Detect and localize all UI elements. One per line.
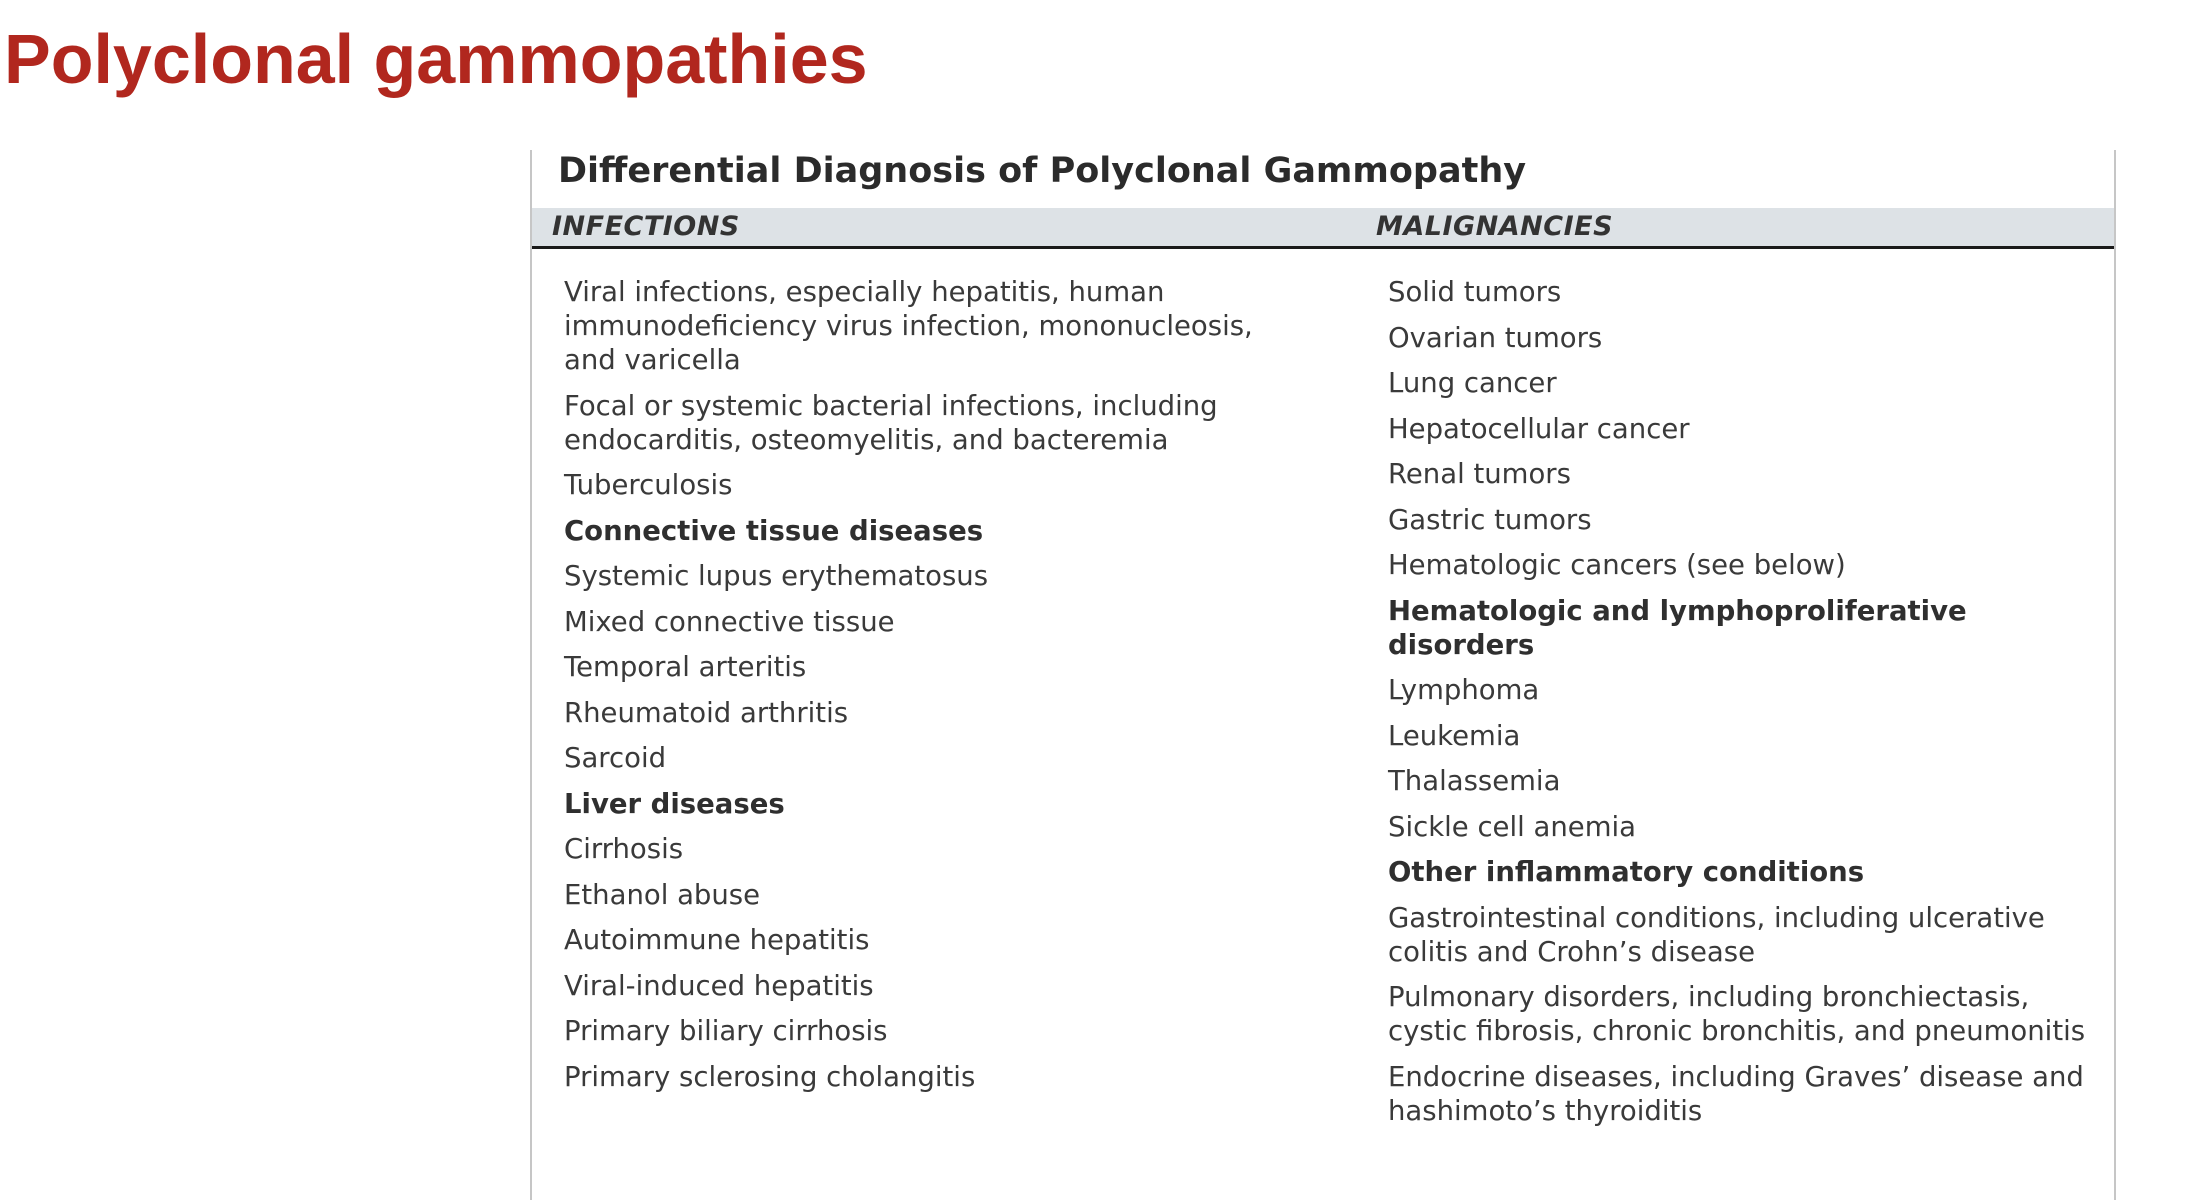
list-item: Primary sclerosing cholangitis: [564, 1060, 976, 1093]
list-item: Autoimmune hepatitis: [564, 924, 870, 956]
infections-column: [564, 275, 1264, 1105]
list-item: Mixed connective tissue: [564, 605, 895, 638]
malignancies-column: [1388, 275, 2088, 1139]
list-item: Gastrointestinal conditions, including ulcerative colitis and Crohn’s disease: [1388, 901, 2045, 968]
list-item: Solid tumors: [1388, 276, 1562, 308]
column-header-band: [532, 208, 2114, 249]
list-item: Ethanol abuse: [564, 878, 761, 911]
list-item: Lung cancer: [1388, 367, 1557, 399]
list-item: Hepatocellular cancer: [1388, 412, 1690, 445]
list-item: Pulmonary disorders, including bronchiectasis, cystic fibrosis, chronic bronchitis, and pneumonitis: [1388, 981, 2086, 1047]
list-item: Viral infections, especially hepatitis, human immunodeficiency virus infection, mononucleosis, and varicella: [564, 276, 1253, 376]
list-item: Leukemia: [1388, 719, 1521, 752]
list-item: Gastric tumors: [1388, 503, 1592, 536]
list-item: Cirrhosis: [564, 833, 684, 865]
list-item: Sickle cell anemia: [1388, 810, 1636, 843]
list-item: Hematologic cancers (see below): [1388, 549, 1846, 581]
list-item: Focal or systemic bacterial infections, including endocarditis, osteomyelitis, and bacteremia: [564, 389, 1218, 456]
slide-title: Polyclonal gammopathies: [4, 20, 868, 98]
category-heading: Other inflammatory conditions: [1388, 856, 1865, 888]
category-heading: Hematologic and lymphoproliferative disorders: [1388, 594, 1967, 661]
list-item: Renal tumors: [1388, 458, 1571, 490]
list-item: Tuberculosis: [564, 469, 733, 501]
list-item: Primary biliary cirrhosis: [564, 1015, 888, 1047]
list-item: Lymphoma: [1388, 674, 1540, 706]
list-item: Ovarian tumors: [1388, 321, 1603, 354]
column-header-malignancies: MALIGNANCIES: [1376, 211, 1614, 242]
differential-diagnosis-table: [530, 150, 2116, 1200]
list-item: Thalassemia: [1388, 765, 1561, 797]
category-heading: Connective tissue diseases: [564, 514, 984, 547]
category-heading: Liver diseases: [564, 787, 785, 820]
list-item: Viral-induced hepatitis: [564, 969, 874, 1002]
table-title: Differential Diagnosis of Polyclonal Gammopathy: [558, 151, 1527, 191]
list-item: Rheumatoid arthritis: [564, 696, 849, 729]
list-item: Sarcoid: [564, 742, 667, 774]
list-item: Systemic lupus erythematosus: [564, 560, 989, 592]
column-header-infections: INFECTIONS: [552, 211, 740, 242]
list-item: Endocrine diseases, including Graves’ disease and hashimoto’s thyroiditis: [1388, 1060, 2084, 1127]
list-item: Temporal arteritis: [564, 651, 807, 683]
